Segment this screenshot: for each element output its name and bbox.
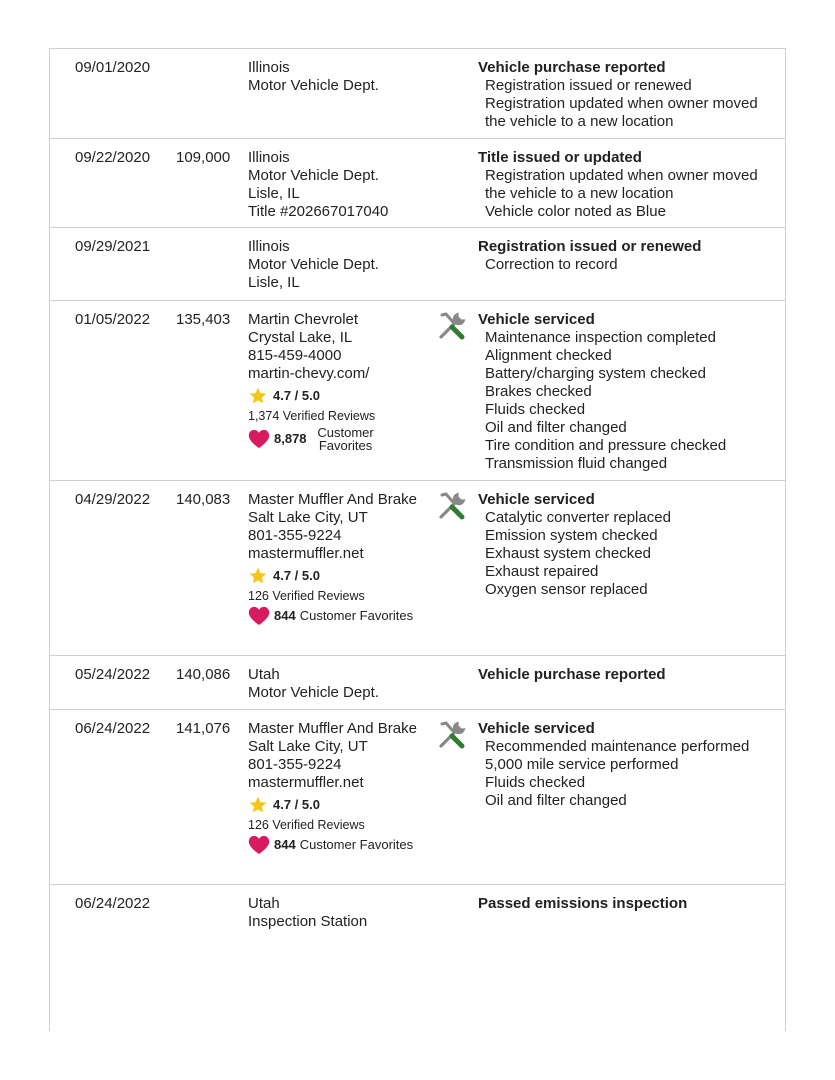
source-line: Lisle, IL [248, 185, 300, 202]
record-details [478, 666, 778, 684]
record-date: 05/24/2022 [75, 666, 151, 683]
event-detail: Registration updated when owner moved the vehicle to a new location [485, 95, 758, 130]
event-detail: Brakes checked [485, 383, 592, 400]
wrench-screwdriver-icon [437, 311, 467, 341]
event-detail: Registration issued or renewed [485, 77, 692, 94]
favorites-label: Customer Favorites [299, 837, 414, 852]
wrench-screwdriver-icon [437, 720, 467, 750]
record-details [478, 311, 778, 473]
record-source [248, 491, 433, 626]
customer-favorites [248, 606, 433, 626]
event-title: Vehicle purchase reported [478, 666, 666, 683]
history-row [50, 655, 785, 709]
rating-score: 4.7 / 5.0 [273, 568, 320, 583]
event-detail: Oxygen sensor replaced [485, 581, 648, 598]
odometer-reading: 141,076 [176, 720, 231, 737]
event-detail: Maintenance inspection completed [485, 329, 716, 346]
event-detail: Fluids checked [485, 774, 586, 791]
customer-favorites [248, 835, 433, 855]
event-detail: 5,000 mile service performed [485, 756, 679, 773]
record-source [248, 59, 433, 95]
source-line: Salt Lake City, UT [248, 738, 368, 755]
source-line: Illinois [248, 238, 290, 255]
record-details [478, 720, 778, 810]
source-line: Master Muffler And Brake [248, 491, 417, 508]
event-title: Vehicle purchase reported [478, 59, 666, 76]
source-line: Utah [248, 666, 280, 683]
history-row [50, 884, 785, 937]
source-line: Motor Vehicle Dept. [248, 256, 379, 273]
verified-reviews[interactable]: 126 Verified Reviews [248, 589, 365, 603]
customer-favorites [248, 426, 433, 452]
record-date: 09/01/2020 [75, 59, 151, 76]
record-source [248, 895, 433, 931]
source-line: Illinois [248, 59, 290, 76]
verified-reviews[interactable]: 126 Verified Reviews [248, 818, 365, 832]
event-detail: Battery/charging system checked [485, 365, 706, 382]
event-detail: Tire condition and pressure checked [485, 437, 727, 454]
event-detail: Oil and filter changed [485, 792, 627, 809]
heart-icon [248, 429, 270, 449]
vehicle-history-table [50, 48, 785, 937]
event-title: Vehicle serviced [478, 311, 595, 328]
event-detail: Exhaust system checked [485, 545, 651, 562]
record-date: 04/29/2022 [75, 491, 151, 508]
record-date: 06/24/2022 [75, 720, 151, 737]
event-title: Vehicle serviced [478, 491, 595, 508]
history-row [50, 300, 785, 480]
source-line: Title #202667017040 [248, 203, 389, 220]
favorites-count: 844 [274, 837, 296, 852]
rating [248, 386, 433, 406]
history-row [50, 48, 785, 138]
source-line: martin-chevy.com/ [248, 365, 370, 382]
event-detail: Vehicle color noted as Blue [485, 203, 666, 220]
record-date: 09/22/2020 [75, 149, 151, 166]
history-row [50, 480, 785, 655]
source-line: mastermuffler.net [248, 774, 364, 791]
event-detail: Emission system checked [485, 527, 658, 544]
star-icon [248, 795, 268, 815]
heart-icon [248, 606, 270, 626]
record-details [478, 59, 778, 131]
history-row [50, 709, 785, 884]
event-detail: Oil and filter changed [485, 419, 627, 436]
odometer-reading: 140,083 [176, 491, 231, 508]
event-title: Registration issued or renewed [478, 238, 702, 255]
odometer-reading: 109,000 [176, 149, 231, 166]
record-details [478, 238, 778, 274]
event-detail: Registration updated when owner moved the vehicle to a new location [485, 167, 758, 202]
rating [248, 795, 433, 815]
event-detail: Fluids checked [485, 401, 586, 418]
event-detail: Alignment checked [485, 347, 612, 364]
verified-reviews[interactable]: 1,374 Verified Reviews [248, 409, 376, 423]
record-source [248, 311, 433, 452]
record-source [248, 720, 433, 855]
star-icon [248, 566, 268, 586]
history-row [50, 138, 785, 227]
event-detail: Transmission fluid changed [485, 455, 668, 472]
rating-score: 4.7 / 5.0 [273, 388, 320, 403]
source-line: Illinois [248, 149, 290, 166]
source-line: Martin Chevrolet [248, 311, 359, 328]
record-details [478, 491, 778, 599]
source-line: Motor Vehicle Dept. [248, 167, 379, 184]
source-line: Motor Vehicle Dept. [248, 684, 379, 701]
record-source [248, 238, 433, 292]
record-details [478, 895, 778, 913]
source-line: 801-355-9224 [248, 756, 342, 773]
source-line: 801-355-9224 [248, 527, 342, 544]
history-row [50, 227, 785, 300]
rating-score: 4.7 / 5.0 [273, 797, 320, 812]
event-title: Passed emissions inspection [478, 895, 688, 912]
favorites-label: Customer Favorites [299, 608, 414, 623]
heart-icon [248, 835, 270, 855]
favorites-count: 8,878 [274, 431, 307, 446]
favorites-label: Customer Favorites [317, 425, 374, 453]
event-detail: Correction to record [485, 256, 618, 273]
record-source [248, 666, 433, 702]
source-line: Salt Lake City, UT [248, 509, 368, 526]
event-title: Vehicle serviced [478, 720, 595, 737]
source-line: Inspection Station [248, 913, 368, 930]
source-line: Utah [248, 895, 280, 912]
record-source [248, 149, 433, 221]
source-line: Master Muffler And Brake [248, 720, 417, 737]
event-detail: Recommended maintenance performed [485, 738, 750, 755]
wrench-screwdriver-icon [437, 491, 467, 521]
event-detail: Catalytic converter replaced [485, 509, 671, 526]
source-line: Motor Vehicle Dept. [248, 77, 379, 94]
record-date: 06/24/2022 [75, 895, 151, 912]
rating [248, 566, 433, 586]
star-icon [248, 386, 268, 406]
source-line: Crystal Lake, IL [248, 329, 353, 346]
source-line: mastermuffler.net [248, 545, 364, 562]
source-line: Lisle, IL [248, 274, 300, 291]
event-title: Title issued or updated [478, 149, 642, 166]
odometer-reading: 140,086 [176, 666, 231, 683]
odometer-reading: 135,403 [176, 311, 231, 328]
record-date: 01/05/2022 [75, 311, 151, 328]
record-details [478, 149, 778, 221]
event-detail: Exhaust repaired [485, 563, 599, 580]
source-line: 815-459-4000 [248, 347, 342, 364]
record-date: 09/29/2021 [75, 238, 151, 255]
right-border [785, 48, 786, 1031]
favorites-count: 844 [274, 608, 296, 623]
